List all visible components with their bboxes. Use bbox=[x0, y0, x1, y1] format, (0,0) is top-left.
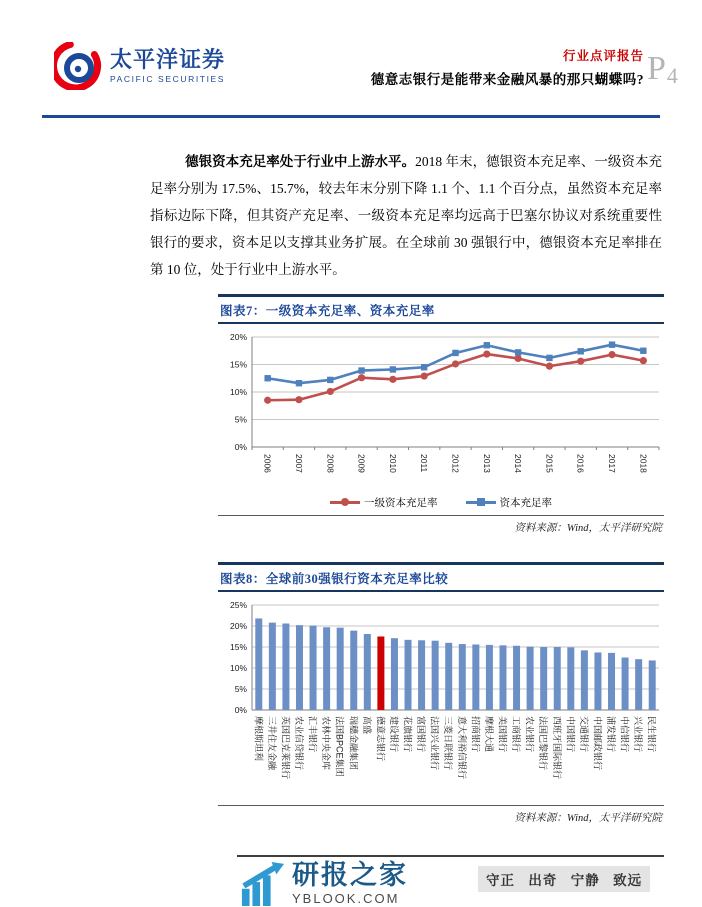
header-divider bbox=[42, 115, 660, 118]
legend-label: 一级资本充足率 bbox=[364, 497, 438, 509]
y-axis-label: 0% bbox=[234, 442, 247, 452]
x-axis-label: 德意志银行 bbox=[375, 716, 386, 762]
bar bbox=[608, 653, 615, 710]
data-point-circle bbox=[483, 350, 490, 357]
x-axis-label: 2014 bbox=[513, 454, 524, 473]
data-point-square bbox=[390, 366, 396, 372]
bar bbox=[350, 631, 357, 710]
x-axis-label: 三菱日联银行 bbox=[443, 716, 454, 771]
figure-7 bbox=[218, 294, 664, 535]
x-axis-label: 招商银行 bbox=[470, 716, 481, 753]
bar bbox=[649, 660, 656, 710]
x-axis-label: 摩根大通 bbox=[483, 716, 494, 753]
data-point-square bbox=[484, 342, 490, 348]
bar bbox=[581, 650, 588, 710]
bar bbox=[432, 641, 439, 710]
y-axis-label: 10% bbox=[229, 663, 247, 673]
figure-7-line-chart bbox=[218, 327, 664, 493]
y-axis-label: 10% bbox=[229, 387, 247, 397]
bar bbox=[337, 628, 344, 710]
ybook-bars-arrow-icon bbox=[240, 862, 284, 906]
report-type-label: 行业点评报告 bbox=[562, 49, 644, 63]
x-axis-label: 法国兴业银行 bbox=[429, 716, 440, 771]
bar bbox=[323, 627, 330, 710]
figure-8 bbox=[218, 562, 664, 825]
bar bbox=[527, 647, 534, 710]
data-point-square bbox=[296, 380, 302, 386]
x-axis-label: 三井住友金融 bbox=[266, 716, 277, 771]
y-axis-label: 15% bbox=[229, 359, 247, 370]
x-axis-label: 2017 bbox=[607, 454, 618, 473]
data-point-square bbox=[421, 364, 427, 370]
x-axis-label: 2010 bbox=[387, 454, 398, 473]
figure-8-title: 图表8：全球前30强银行资本充足率比较 bbox=[218, 562, 664, 592]
x-axis-label: 建设银行 bbox=[388, 716, 399, 753]
legend-marker-circle bbox=[330, 501, 360, 504]
bar bbox=[594, 652, 601, 710]
y-axis-label: 15% bbox=[229, 642, 247, 652]
header-report-info bbox=[284, 46, 644, 88]
legend-label: 资本充足率 bbox=[499, 497, 552, 509]
brand-logo bbox=[54, 42, 225, 90]
data-point-circle bbox=[577, 358, 584, 365]
bar bbox=[269, 623, 276, 710]
bar bbox=[310, 626, 317, 710]
x-axis-label: 兴业银行 bbox=[633, 716, 644, 753]
data-point-circle bbox=[546, 363, 553, 370]
x-axis-label: 西班牙国际银行 bbox=[551, 716, 562, 780]
data-point-circle bbox=[421, 372, 428, 379]
bar bbox=[540, 647, 547, 710]
data-point-square bbox=[609, 342, 615, 348]
data-point-square bbox=[578, 348, 584, 354]
bar-highlighted bbox=[377, 637, 384, 711]
x-axis-label: 交通银行 bbox=[578, 716, 589, 753]
data-point-circle bbox=[515, 355, 522, 362]
footer-divider bbox=[237, 855, 664, 857]
bar bbox=[418, 640, 425, 710]
x-axis-label: 浦发银行 bbox=[606, 716, 617, 753]
bar bbox=[472, 644, 479, 710]
x-axis-label: 美国银行 bbox=[497, 716, 508, 753]
x-axis-label: 2008 bbox=[325, 454, 336, 473]
bar bbox=[635, 659, 642, 710]
data-point-square bbox=[640, 348, 646, 354]
data-point-square bbox=[452, 350, 458, 356]
x-axis-label: 摩根斯坦利 bbox=[253, 716, 264, 762]
data-point-circle bbox=[608, 351, 615, 358]
x-axis-label: 2011 bbox=[419, 454, 430, 473]
brand-text bbox=[110, 46, 226, 84]
y-axis-label: 20% bbox=[229, 621, 247, 631]
x-axis-label: 农林中央金库 bbox=[321, 716, 332, 771]
figure-8-source: 资料来源：Wind，太平洋研究院 bbox=[514, 813, 662, 824]
legend-item bbox=[330, 495, 438, 510]
x-axis-label: 农业信贷银行 bbox=[293, 716, 304, 771]
x-axis-label: 2012 bbox=[450, 454, 461, 473]
pacific-securities-logo-icon bbox=[54, 42, 102, 90]
data-point-square bbox=[546, 355, 552, 361]
bar bbox=[513, 646, 520, 710]
body-paragraph bbox=[150, 148, 662, 283]
data-point-circle bbox=[452, 360, 459, 367]
data-point-circle bbox=[389, 376, 396, 383]
x-axis-label: 汇丰银行 bbox=[307, 716, 318, 753]
footer-logo bbox=[240, 862, 408, 906]
bar bbox=[364, 634, 371, 710]
y-axis-label: 20% bbox=[229, 332, 247, 342]
legend-marker-square bbox=[466, 501, 496, 504]
bar bbox=[282, 623, 289, 710]
brand-name-en: PACIFIC SECURITIES bbox=[110, 73, 226, 84]
data-point-circle bbox=[358, 374, 365, 381]
y-axis-label: 5% bbox=[234, 684, 247, 694]
y-axis-label: 0% bbox=[234, 705, 247, 715]
data-point-circle bbox=[295, 396, 302, 403]
bar bbox=[554, 647, 561, 710]
x-axis-label: 中国邮政银行 bbox=[592, 716, 603, 771]
x-axis-label: 2006 bbox=[262, 454, 273, 473]
bar bbox=[499, 645, 506, 710]
footer-site-name: 研报之家 bbox=[292, 860, 408, 890]
x-axis-label: 2013 bbox=[481, 454, 492, 473]
legend-item bbox=[466, 495, 553, 510]
bar bbox=[567, 647, 574, 710]
bar bbox=[255, 618, 262, 710]
page-number-letter: P bbox=[647, 50, 666, 87]
bar bbox=[622, 658, 629, 711]
x-axis-label: 民生银行 bbox=[646, 716, 657, 753]
x-axis-label: 瑞穗金融集团 bbox=[348, 716, 359, 771]
x-axis-label: 法国BPCE集团 bbox=[334, 716, 345, 777]
x-axis-label: 英国巴克莱银行 bbox=[280, 716, 291, 780]
x-axis-label: 意大利裕信银行 bbox=[456, 716, 467, 780]
data-point-square bbox=[327, 377, 333, 383]
x-axis-label: 法国巴黎银行 bbox=[538, 716, 549, 771]
x-axis-label: 2016 bbox=[575, 454, 586, 473]
x-axis-label: 2015 bbox=[544, 454, 555, 473]
x-axis-label: 中国银行 bbox=[565, 716, 576, 753]
bar bbox=[486, 645, 493, 710]
page-number-digit: 4 bbox=[666, 63, 678, 88]
data-point-square bbox=[515, 349, 521, 355]
footer-motto: 守正 出奇 宁静 致远 bbox=[478, 866, 650, 892]
bar bbox=[445, 643, 452, 710]
bar bbox=[459, 644, 466, 710]
paragraph-lead: 德银资本充足率处于行业中上游水平。 bbox=[185, 154, 416, 169]
x-axis-label: 2007 bbox=[293, 454, 304, 473]
paragraph-rest: 2018 年末，德银资本充足率、一级资本充足率分别为 17.5%、15.7%，较去年末分别下降 1.1 个、1.1 个百分点，虽然资本充足率指标边际下降，但其资产充足率、一级资本充足率均远高于巴塞尔协议对系统重要性银行的要求，资本足以支撑其业务扩展。在全球前 30 强银行中，德银资本充足率排在第 10 位，处于行业中上游水平。 bbox=[150, 154, 662, 277]
x-axis-label: 工商银行 bbox=[511, 716, 522, 753]
bar bbox=[296, 625, 303, 710]
figure-8-bar-chart bbox=[218, 595, 664, 800]
data-point-square bbox=[264, 375, 270, 381]
data-point-circle bbox=[640, 357, 647, 364]
x-axis-label: 高盛 bbox=[361, 716, 372, 735]
x-axis-label: 农业银行 bbox=[524, 716, 535, 753]
footer-site-text bbox=[292, 862, 408, 906]
y-axis-label: 25% bbox=[229, 600, 247, 610]
y-axis-label: 5% bbox=[234, 414, 247, 425]
figure-7-title: 图表7：一级资本充足率、资本充足率 bbox=[218, 294, 664, 324]
bar bbox=[391, 638, 398, 710]
report-title: 德意志银行是能带来金融风暴的那只蝴蝶吗? bbox=[370, 72, 644, 87]
x-axis-label: 中信银行 bbox=[619, 716, 630, 753]
figure-7-legend bbox=[218, 494, 664, 510]
footer-site-domain: YBLOOK.COM bbox=[292, 891, 400, 906]
x-axis-label: 2009 bbox=[356, 454, 367, 473]
x-axis-label: 富国银行 bbox=[416, 716, 427, 753]
figure-7-source: 资料来源：Wind，太平洋研究院 bbox=[514, 523, 662, 534]
bar bbox=[405, 640, 412, 710]
data-point-square bbox=[358, 367, 364, 373]
data-point-circle bbox=[327, 388, 334, 395]
data-point-circle bbox=[264, 397, 271, 404]
x-axis-label: 花旗银行 bbox=[402, 716, 413, 753]
brand-name-cn: 太平洋证券 bbox=[110, 46, 226, 72]
page-number bbox=[647, 50, 677, 88]
x-axis-label: 2018 bbox=[638, 454, 649, 473]
